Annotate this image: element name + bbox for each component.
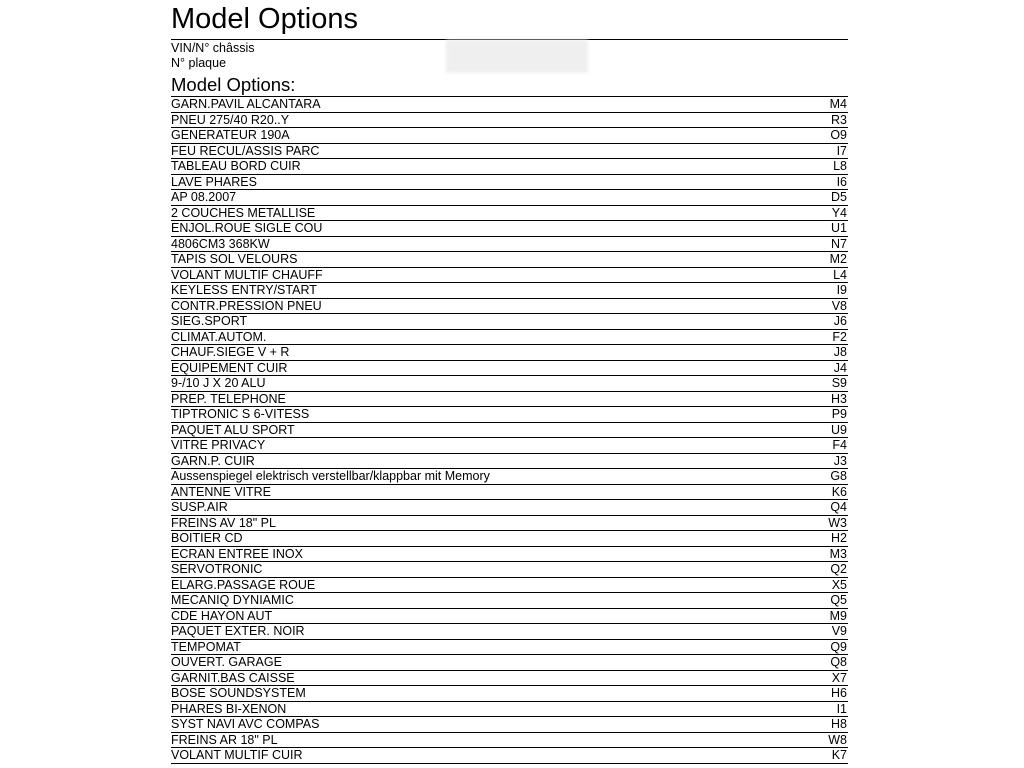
- option-label: ELARG.PASSAGE ROUE: [171, 577, 316, 592]
- option-code: V9: [831, 624, 847, 638]
- option-label: VOLANT MULTIF CUIR: [171, 748, 303, 762]
- option-row: [171, 702, 848, 718]
- option-code: I1: [836, 701, 847, 716]
- option-code: G8: [830, 469, 847, 483]
- option-label: ECRAN ENTREE INOX: [171, 546, 303, 561]
- option-row: [171, 283, 848, 299]
- option-label: CLIMAT.AUTOM.: [171, 329, 267, 344]
- option-label: BOITIER CD: [171, 531, 243, 545]
- option-label: 4806CM3 368KW: [171, 236, 270, 251]
- option-code: Y4: [831, 205, 847, 220]
- option-code: F4: [832, 438, 847, 452]
- option-label: GENERATEUR 190A: [171, 128, 290, 142]
- option-label: KEYLESS ENTRY/START: [171, 283, 317, 297]
- option-row: [171, 640, 848, 656]
- option-label: SUSP.AIR: [171, 500, 228, 514]
- option-code: P9: [831, 407, 847, 421]
- option-label: TEMPOMAT: [171, 639, 241, 654]
- option-label: VOLANT MULTIF CHAUFF: [171, 267, 323, 282]
- option-row: [171, 345, 848, 361]
- option-code: Q9: [830, 639, 847, 654]
- option-row: [171, 578, 848, 594]
- option-code: X7: [831, 670, 847, 685]
- option-label: OUVERT. GARAGE: [171, 655, 282, 669]
- option-label: FREINS AV 18" PL: [171, 515, 276, 530]
- option-code: U1: [831, 221, 847, 235]
- option-row: [171, 547, 848, 563]
- option-label: FEU RECUL/ASSIS PARC: [171, 143, 320, 158]
- option-code: W3: [828, 515, 847, 530]
- option-label: EQUIPEMENT CUIR: [171, 360, 288, 375]
- document-page: [171, 0, 848, 764]
- option-row: [171, 314, 848, 330]
- option-row: [171, 376, 848, 392]
- option-label: GARN.P. CUIR: [171, 453, 255, 468]
- option-label: LAVE PHARES: [171, 174, 257, 189]
- option-row: [171, 733, 848, 749]
- option-label: PAQUET EXTER. NOIR: [171, 624, 305, 638]
- option-row: [171, 655, 848, 671]
- option-row: [171, 438, 848, 454]
- option-label: CONTR.PRESSION PNEU: [171, 298, 322, 313]
- option-code: J8: [833, 345, 847, 359]
- option-code: I7: [836, 143, 847, 158]
- section-title: Model Options:: [171, 74, 296, 95]
- option-code: D5: [831, 190, 847, 204]
- option-row: [171, 252, 848, 268]
- option-row: [171, 175, 848, 191]
- option-row: [171, 97, 848, 113]
- option-code: W8: [828, 732, 847, 747]
- option-row: [171, 206, 848, 222]
- option-label: Aussenspiegel elektrisch verstellbar/klappbar mit Memory: [171, 469, 490, 483]
- option-row: [171, 516, 848, 532]
- option-row: [171, 686, 848, 702]
- option-code: V8: [831, 298, 847, 313]
- option-code: H3: [831, 391, 847, 406]
- option-label: SERVOTRONIC: [171, 562, 263, 576]
- option-row: [171, 268, 848, 284]
- option-code: K7: [831, 748, 847, 762]
- option-label: CHAUF.SIEGE V + R: [171, 345, 290, 359]
- option-code: M4: [829, 97, 847, 111]
- option-row: [171, 562, 848, 578]
- option-row: [171, 469, 848, 485]
- option-label: GARNIT.BAS CAISSE: [171, 670, 295, 685]
- plate-label: N° plaque: [171, 56, 227, 70]
- option-code: Q8: [830, 655, 847, 669]
- option-code: N7: [831, 236, 847, 251]
- option-label: ANTENNE VITRE: [171, 484, 272, 499]
- option-row: [171, 531, 848, 547]
- option-row: [171, 593, 848, 609]
- option-label: MECANIQ DYNIAMIC: [171, 593, 294, 607]
- vehicle-info: [171, 40, 848, 74]
- option-code: Q2: [830, 562, 847, 576]
- option-code: F2: [832, 329, 847, 344]
- option-code: M3: [829, 546, 847, 561]
- option-row: [171, 159, 848, 175]
- option-code: H2: [831, 531, 847, 545]
- option-label: PHARES BI-XENON: [171, 701, 287, 716]
- option-row: [171, 221, 848, 237]
- option-row: [171, 624, 848, 640]
- option-code: Q5: [830, 593, 847, 607]
- option-label: FREINS AR 18" PL: [171, 732, 278, 747]
- option-code: O9: [830, 128, 847, 142]
- option-row: [171, 113, 848, 129]
- option-label: 9-/10 J X 20 ALU: [171, 376, 266, 390]
- redacted-value-block: [446, 40, 588, 73]
- option-row: [171, 748, 848, 764]
- option-row: [171, 144, 848, 160]
- option-label: SIEG.SPORT: [171, 314, 248, 328]
- option-code: J3: [833, 453, 847, 468]
- option-row: [171, 237, 848, 253]
- option-code: X5: [831, 577, 847, 592]
- options-list: [171, 96, 848, 764]
- option-label: PREP. TELEPHONE: [171, 391, 286, 406]
- option-code: L4: [833, 267, 847, 282]
- option-row: [171, 128, 848, 144]
- option-label: GARN.PAVIL ALCANTARA: [171, 97, 321, 111]
- option-row: [171, 392, 848, 408]
- option-label: TIPTRONIC S 6-VITESS: [171, 407, 310, 421]
- option-label: VITRE PRIVACY: [171, 438, 266, 452]
- option-code: L8: [833, 159, 847, 173]
- option-code: J4: [833, 360, 847, 375]
- option-row: [171, 299, 848, 315]
- option-label: BOSE SOUNDSYSTEM: [171, 686, 306, 700]
- option-row: [171, 190, 848, 206]
- option-code: H6: [831, 686, 847, 700]
- option-label: 2 COUCHES METALLISE: [171, 205, 316, 220]
- option-label: AP 08.2007: [171, 190, 237, 204]
- option-code: R3: [831, 112, 847, 127]
- option-code: U9: [831, 422, 847, 437]
- option-code: M2: [829, 252, 847, 266]
- option-row: [171, 500, 848, 516]
- option-label: PAQUET ALU SPORT: [171, 422, 295, 437]
- option-label: PNEU 275/40 R20..Y: [171, 112, 290, 127]
- option-row: [171, 407, 848, 423]
- option-label: TABLEAU BORD CUIR: [171, 159, 301, 173]
- option-row: [171, 361, 848, 377]
- option-code: I6: [836, 174, 847, 189]
- option-row: [171, 717, 848, 733]
- page-title: Model Options: [171, 0, 848, 40]
- option-label: SYST NAVI AVC COMPAS: [171, 717, 320, 731]
- vin-label: VIN/N° châssis: [171, 41, 255, 55]
- option-row: [171, 609, 848, 625]
- option-row: [171, 423, 848, 439]
- option-code: J6: [833, 314, 847, 328]
- option-label: TAPIS SOL VELOURS: [171, 252, 298, 266]
- option-code: H8: [831, 717, 847, 731]
- option-code: I9: [836, 283, 847, 297]
- option-code: S9: [831, 376, 847, 390]
- option-code: Q4: [830, 500, 847, 514]
- option-row: [171, 671, 848, 687]
- option-label: CDE HAYON AUT: [171, 608, 273, 623]
- option-row: [171, 454, 848, 470]
- option-code: K6: [831, 484, 847, 499]
- option-label: ENJOL.ROUE SIGLE COU: [171, 221, 323, 235]
- option-row: [171, 485, 848, 501]
- option-code: M9: [829, 608, 847, 623]
- option-row: [171, 330, 848, 346]
